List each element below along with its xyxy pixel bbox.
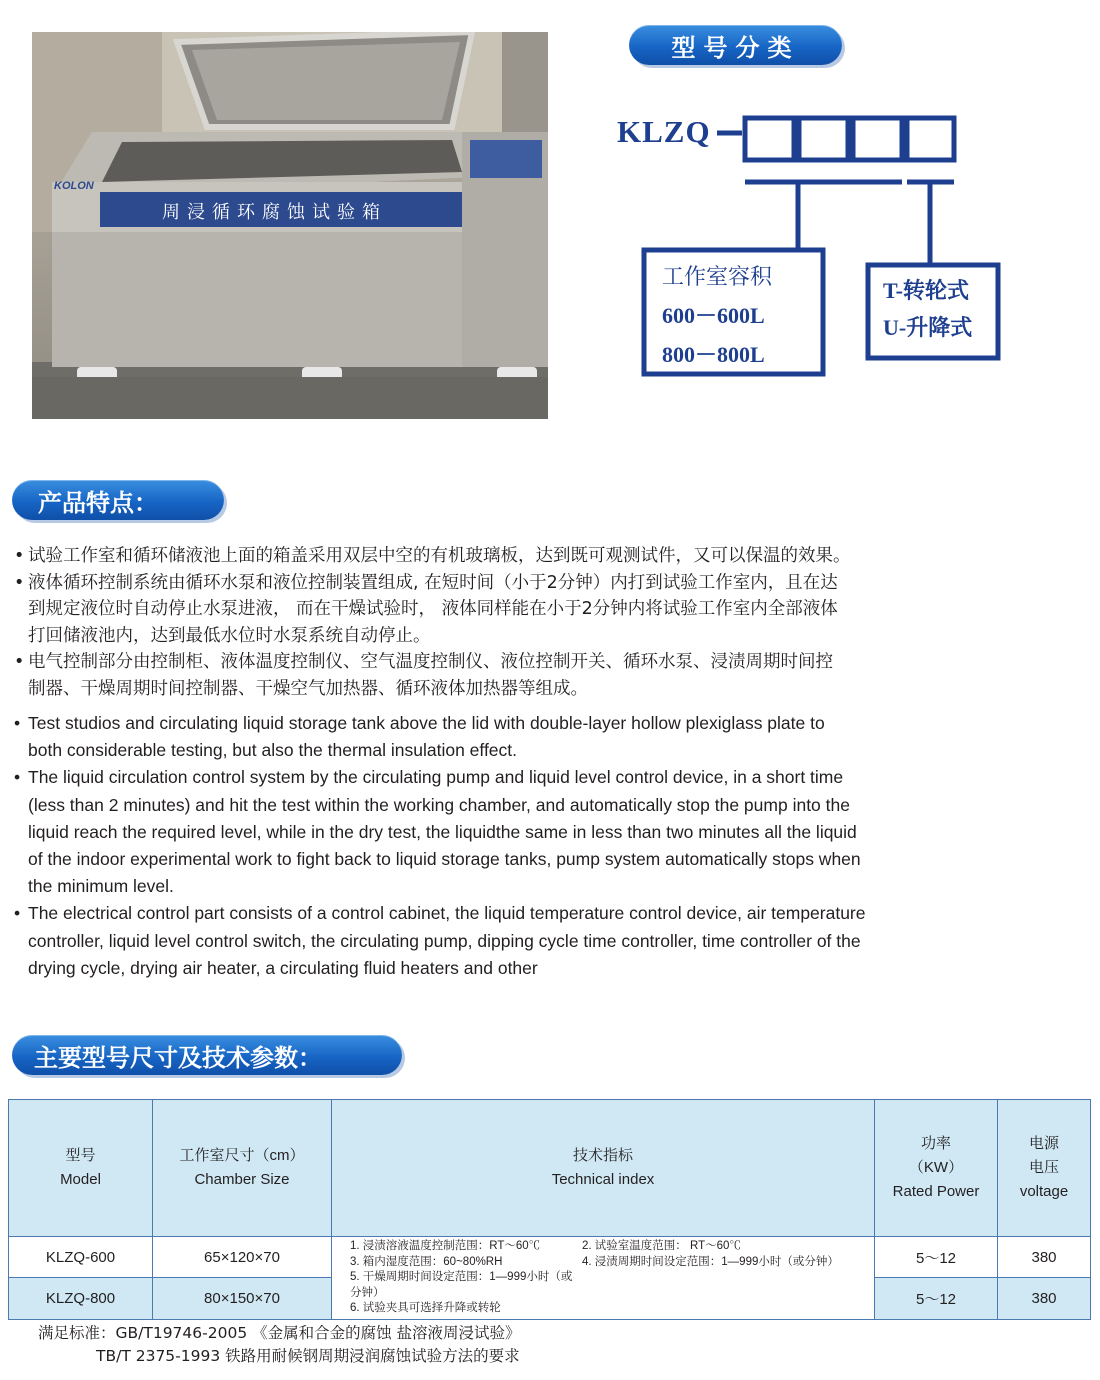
standard-note (38, 1322, 521, 1368)
type-u: U-升降式 (883, 315, 973, 340)
features-title: 产品特点： (12, 480, 224, 520)
volume-600: 600－600L (662, 303, 765, 328)
model-code: KLZQ (617, 114, 711, 149)
header-voltage: 电源 电压 voltage (998, 1100, 1091, 1237)
feature-cn-2: • 液体循环控制系统由循环水泵和液位控制装置组成, 在短时间（小于2分钟）内打到试验工作室内，且在达 到规定液位时自动停止水泵进液， 而在干燥试验时， 液体同样能在小于2分钟内将试验工作室内全部液体 打回储液池内，达到最低水位时水泵系统自动停止。 (14, 570, 1084, 650)
header-power: 功率 （KW） Rated Power (875, 1100, 998, 1237)
params-title: 主要型号尺寸及技术参数： (12, 1035, 402, 1075)
cell-size: 80×150×70 (153, 1278, 332, 1319)
feature-cn-3: • 电气控制部分由控制柜、液体温度控制仪、空气温度控制仪、液位控制开关、循环水泵、浸渍周期时间控 制器、干燥周期时间控制器、干燥空气加热器、循环液体加热器等组成。 (14, 649, 1084, 702)
cell-tech: 1. 浸渍溶液温度控制范围：RT～60℃ 2. 试验室温度范围： RT～60℃ 3. 箱内湿度范围：60~80%RH 4. 浸渍周期时间设定范围：1—999小时（或分钟） 5. 干燥周期时间设定范围：1—999小时（或分钟） 6. 试验夹具可选择升降或转轮 (332, 1237, 875, 1320)
header-size: 工作室尺寸（cm） Chamber Size (153, 1100, 332, 1237)
volume-box (662, 260, 772, 369)
cell-power: 5～12 (875, 1237, 998, 1278)
table-row (9, 1237, 1091, 1278)
brand-logo: KOLON (54, 180, 94, 192)
features-en (14, 710, 1084, 982)
cell-model: KLZQ-800 (9, 1278, 153, 1319)
standard-line-2: TB/T 2375-1993 铁路用耐候钢周期浸润腐蚀试验方法的要求 (96, 1347, 520, 1365)
cell-voltage: 380 (998, 1278, 1091, 1319)
cell-voltage: 380 (998, 1237, 1091, 1278)
header-model: 型号 Model (9, 1100, 153, 1237)
feature-cn-1: • 试验工作室和循环储液池上面的箱盖采用双层中空的有机玻璃板，达到既可观测试件，又可以保温的效果。 (14, 543, 1084, 570)
volume-label: 工作室容积 (662, 264, 773, 289)
type-box (883, 274, 972, 348)
standard-line-1: 满足标准：GB/T19746-2005 《金属和合金的腐蚀 盐溶液周浸试验》 (38, 1324, 521, 1342)
header-tech: 技术指标 Technical index (332, 1100, 875, 1237)
spec-table (8, 1099, 1091, 1320)
cell-model: KLZQ-600 (9, 1237, 153, 1278)
cell-size: 65×120×70 (153, 1237, 332, 1278)
model-section-title: 型号分类 (629, 25, 842, 65)
panel-text: 周浸循环腐蚀试验箱 (162, 202, 387, 223)
volume-800: 800－800L (662, 342, 765, 367)
feature-en-2: • The liquid circulation control system by the circulating pump and liquid level control device, in a short time (less than 2 minutes) and hit the test within the working chamber, and automatically stop the pump into the liquid reach the required level, while in the dry test, the liquidthe same in less than two minutes all the liquid of the indoor experimental work to fight back to liquid storage tanks, pump system automatically stops when the minimum level. (14, 764, 1084, 900)
feature-en-3: • The electrical control part consists of a control cabinet, the liquid temperature control device, air temperature controller, liquid level control switch, the circulating pump, dipping cycle time controller, time controller of the drying cycle, drying air heater, a circulating fluid heaters and other (14, 900, 1084, 982)
product-photo (32, 32, 548, 419)
features-cn (14, 543, 1084, 702)
cell-power: 5～12 (875, 1278, 998, 1319)
type-t: T-转轮式 (883, 278, 969, 303)
feature-en-1: • Test studios and circulating liquid storage tank above the lid with double-layer hollow plexiglass plate to both considerable testing, but also the thermal insulation effect. (14, 710, 1084, 764)
